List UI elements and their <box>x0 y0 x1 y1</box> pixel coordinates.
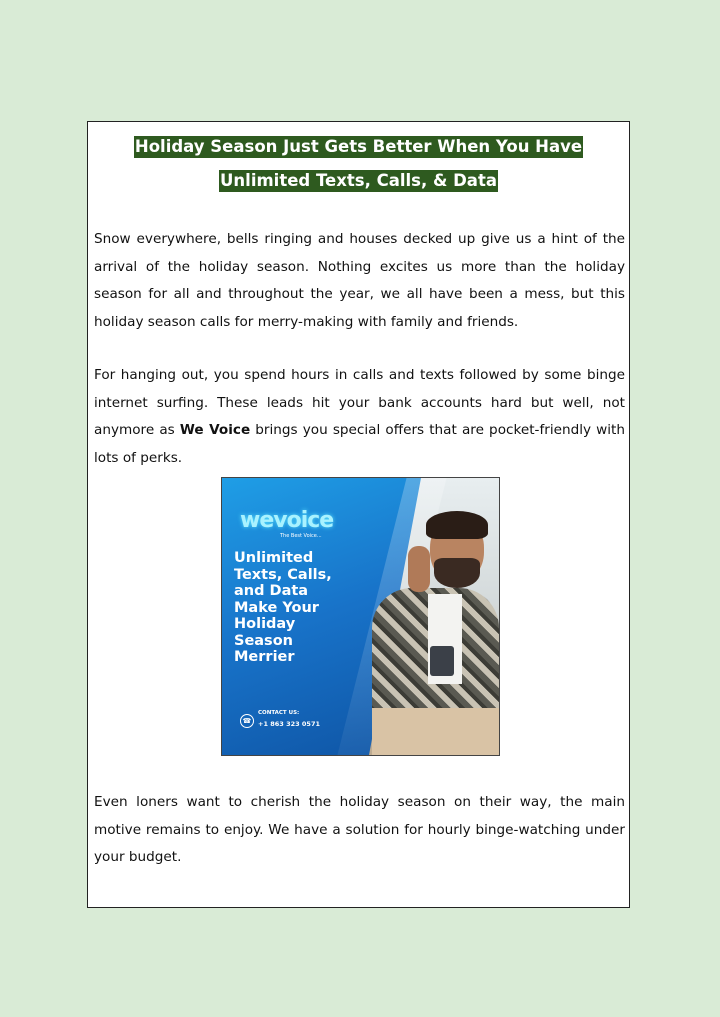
wevoice-logo: wevoice <box>240 508 334 533</box>
logo-tagline: The Best Voice... <box>280 533 322 539</box>
person-hand-phone <box>408 546 430 592</box>
paragraph-closing: Even loners want to cherish the holiday season on their way, the main motive remains to enjoy. We have a solution for hourly binge-watching under your budget. <box>94 794 625 865</box>
coffee-mug <box>430 646 454 676</box>
person-hair <box>426 511 488 539</box>
person-pants <box>372 708 499 755</box>
person-beard <box>434 558 480 588</box>
promo-image <box>221 477 500 756</box>
title-line-2: Unlimited Texts, Calls, & Data <box>220 171 497 190</box>
title-line-1: Holiday Season Just Gets Better When You Have <box>134 137 583 156</box>
paragraph-offer-text-a: For hanging out, you spend hours in calls and texts followed by some binge internet surfing. These leads hit your bank accounts hard but well, not anymore as <box>94 367 625 438</box>
contact-phone: +1 863 323 0571 <box>258 720 320 728</box>
promo-heading: Unlimited Texts, Calls, and Data Make Your Holiday Season Merrier <box>234 550 332 665</box>
paragraph-intro: Snow everywhere, bells ringing and houses decked up give us a hint of the arrival of the holiday season. Nothing excites us more than the holiday season for all and throughout the year, we all have been a mess, but this holiday season calls for merry-making with family and friends. <box>94 231 625 330</box>
brand-name: We Voice <box>179 422 251 438</box>
phone-icon: ☎ <box>240 714 254 728</box>
contact-label: CONTACT US: <box>258 710 300 716</box>
document-page <box>87 121 630 908</box>
page-title <box>88 130 629 198</box>
paragraph-offer <box>94 362 625 472</box>
paragraph-offer-text-b: brings you special offers that are pocket-friendly with lots of perks. <box>94 422 626 466</box>
